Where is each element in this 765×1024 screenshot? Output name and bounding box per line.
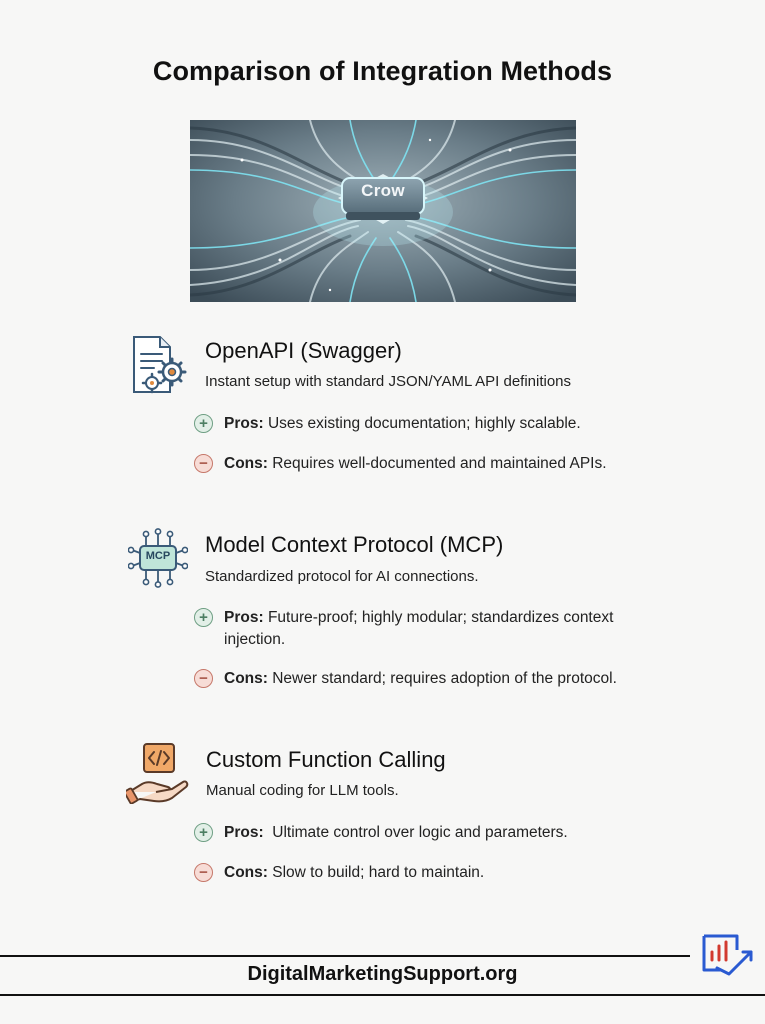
- cons-row: [194, 453, 734, 477]
- minus-icon: −: [194, 669, 213, 688]
- mcp-icon-label: MCP: [145, 550, 171, 562]
- code-hand-icon: [126, 742, 190, 809]
- cons-label: Cons:: [224, 864, 268, 881]
- pros-label: Pros:: [224, 609, 264, 626]
- pros-label: Pros:: [224, 824, 264, 841]
- page-title: Comparison of Integration Methods: [152, 56, 613, 86]
- cons-text: Requires well-documented and maintained APIs.: [272, 455, 607, 472]
- section-description: Instant setup with standard JSON/YAML API definitions: [205, 373, 572, 390]
- plus-icon: +: [194, 823, 213, 842]
- pros-row: [194, 413, 734, 437]
- hero-image: [190, 120, 576, 302]
- plus-icon: +: [194, 414, 213, 433]
- document-gear-icon: [130, 334, 188, 401]
- cons-row: [194, 668, 754, 692]
- chart-arrow-logo-icon: [699, 930, 755, 985]
- pros-text: Future-proof; highly modular; standardizes context: [267, 609, 614, 626]
- cons-row: [194, 862, 734, 886]
- pros-row: [194, 607, 734, 651]
- footer-divider-top: [0, 955, 690, 957]
- pros-text: Uses existing documentation; highly scalable.: [267, 415, 581, 432]
- section-title: Custom Function Calling: [206, 747, 446, 772]
- plus-icon: +: [194, 608, 213, 627]
- minus-icon: −: [194, 454, 213, 473]
- cons-label: Cons:: [224, 455, 268, 472]
- pros-text: Ultimate control over logic and parameters.: [272, 824, 568, 841]
- section-title: Model Context Protocol (MCP): [205, 532, 504, 557]
- footer-site-name[interactable]: DigitalMarketingSupport.org: [247, 963, 518, 985]
- section-description: Standardized protocol for AI connections.: [205, 568, 479, 585]
- section-title: OpenAPI (Swagger): [205, 338, 402, 363]
- pros-row: [194, 822, 734, 846]
- footer-divider-bottom: [0, 994, 765, 996]
- cons-text: Newer standard; requires adoption of the protocol.: [272, 670, 617, 687]
- mcp-chip-icon: [128, 528, 188, 593]
- minus-icon: −: [194, 863, 213, 882]
- cons-label: Cons:: [224, 670, 268, 687]
- hero-chip-label: Crow: [361, 181, 405, 200]
- pros-text-cont: injection.: [224, 631, 286, 648]
- section-description: Manual coding for LLM tools.: [206, 782, 399, 799]
- pros-label: Pros:: [224, 415, 264, 432]
- cons-text: Slow to build; hard to maintain.: [272, 864, 485, 881]
